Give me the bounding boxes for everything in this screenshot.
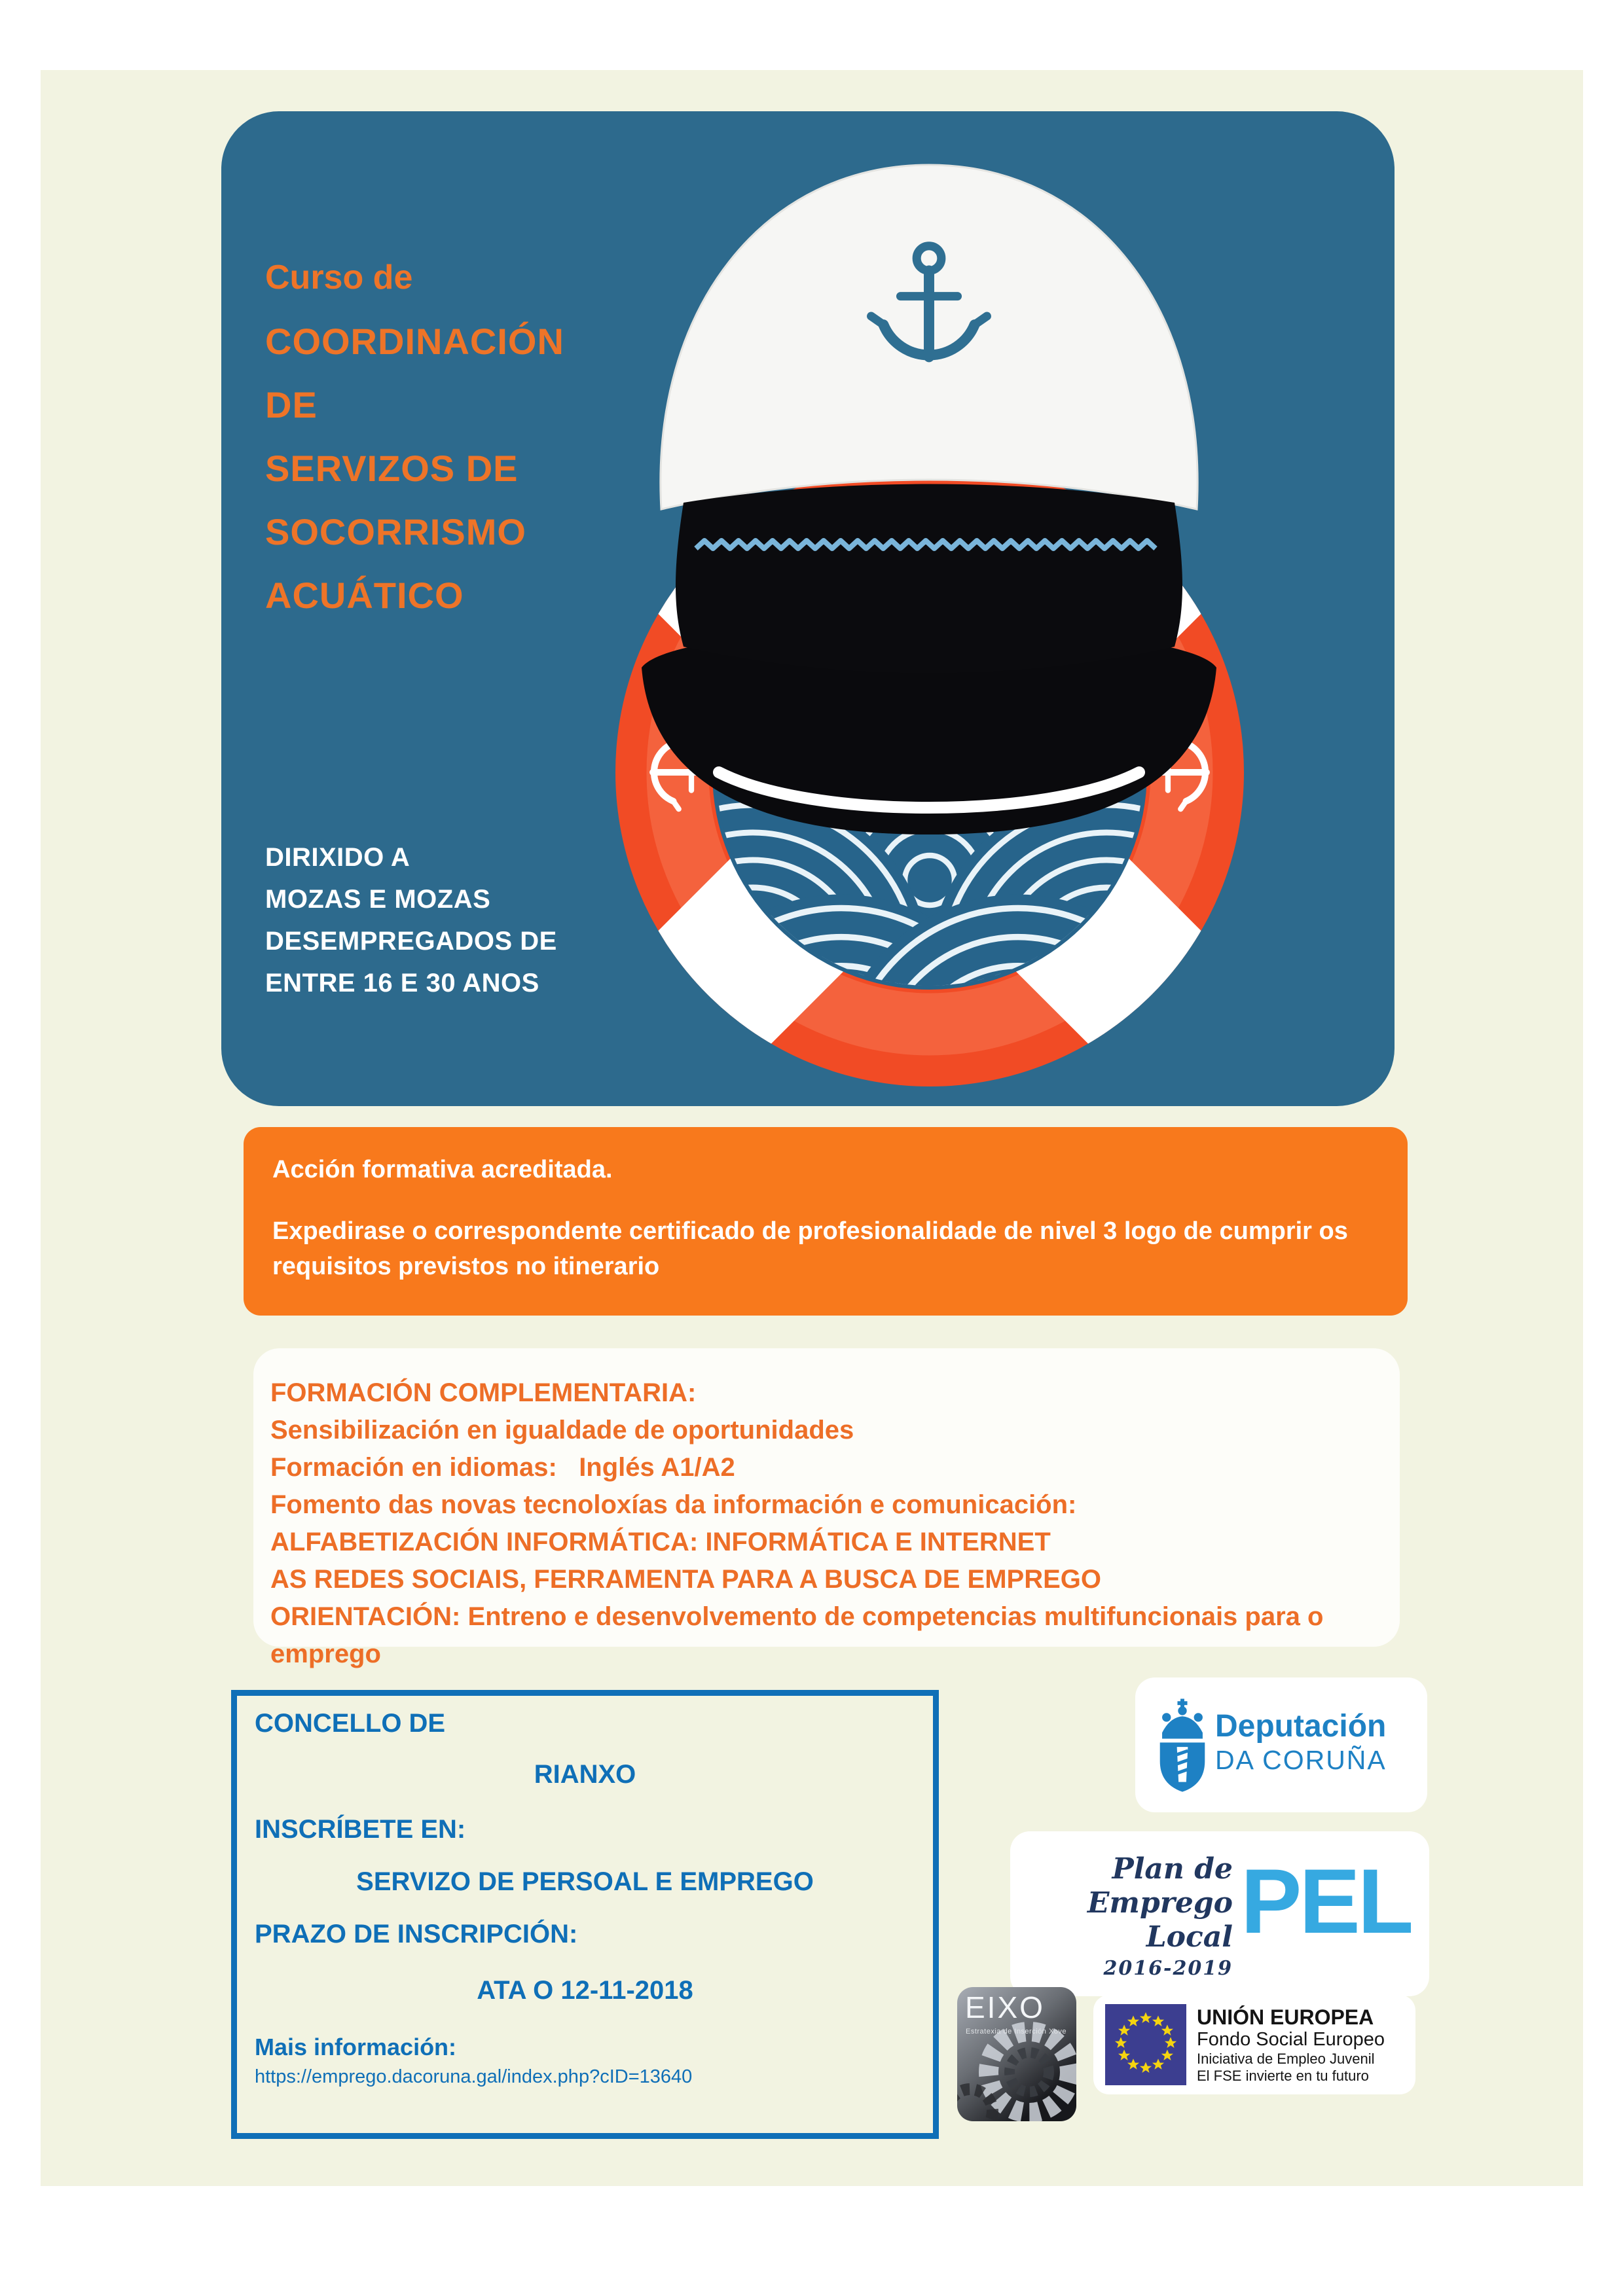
info-url[interactable]: https://emprego.dacoruna.gal/index.php?cID=13640 — [255, 2066, 693, 2087]
hero-panel — [221, 111, 1395, 1106]
pel-script-line: Plan de — [1112, 1852, 1233, 1886]
course-title — [265, 246, 564, 627]
accreditation-box — [244, 1127, 1408, 1316]
eu-stars-flag-icon — [1105, 2004, 1186, 2085]
course-title-line: SERVIZOS DE — [265, 448, 519, 489]
deadline-label: PRAZO DE INSCRIPCIÓN: — [255, 1920, 578, 1948]
complementary-line: ALFABETIZACIÓN INFORMÁTICA: INFORMÁTICA E INTERNET — [270, 1528, 1051, 1556]
course-title-line: ACUÁTICO — [265, 575, 464, 616]
deadline-value: ATA O 12-11-2018 — [477, 1976, 693, 2005]
eixo-subtitle: Estratexia de Inserción Xove — [966, 2028, 1067, 2036]
pel-years: 2016-2019 — [1103, 1957, 1233, 1980]
crown-lighthouse-crest-icon — [1152, 1688, 1213, 1803]
enrollment-box — [231, 1690, 939, 2139]
pel-script-line: Emprego Local — [1087, 1886, 1233, 1954]
more-info-label: Mais información: — [255, 2034, 457, 2060]
complementary-line: emprego — [270, 1640, 381, 1668]
complementary-line: Formación en idiomas: Inglés A1/A2 — [270, 1453, 735, 1482]
accreditation-detail: Expedirase o correspondente certificado de profesionalidade de nivel 3 logo de cumprir os requisitos previstos no itinerario — [272, 1217, 1348, 1280]
audience-line: DESEMPREGADOS DE — [265, 927, 557, 956]
municipality-name: RIANXO — [534, 1760, 636, 1789]
audience-line: DIRIXIDO A — [265, 843, 410, 872]
eu-logo — [1093, 1995, 1415, 2094]
pel-acronym: PEL — [1241, 1850, 1412, 1952]
deputacion-logo — [1135, 1677, 1427, 1812]
eu-line4: El FSE invierte en tu futuro — [1197, 2068, 1369, 2084]
audience-line: MOZAS E MOZAS — [265, 885, 491, 914]
concello-label: CONCELLO DE — [255, 1709, 446, 1738]
pel-logo — [1010, 1831, 1429, 1996]
course-title-line: SOCORRISMO — [265, 511, 526, 552]
inscribe-label: INSCRÍBETE EN: — [255, 1815, 466, 1844]
complementary-line: AS REDES SOCIAIS, FERRAMENTA PARA A BUSCA DE EMPREGO — [270, 1565, 1101, 1594]
service-name: SERVIZO DE PERSOAL E EMPREGO — [356, 1867, 814, 1896]
accreditation-headline: Acción formativa acreditada. — [272, 1156, 613, 1183]
course-title-line: Curso de — [265, 259, 413, 296]
eu-title: UNIÓN EUROPEA — [1197, 2005, 1374, 2029]
audience-line: ENTRE 16 E 30 ANOS — [265, 969, 539, 997]
eixo-name: EIXO — [965, 1990, 1045, 2024]
eu-line3: Iniciativa de Empleo Juvenil — [1197, 2051, 1375, 2067]
complementary-box — [253, 1348, 1400, 1668]
audience-block — [265, 836, 557, 1004]
captain-hat-icon — [642, 165, 1216, 834]
course-title-line: DE — [265, 384, 318, 425]
complementary-line: Fomento das novas tecnoloxías da información e comunicación: — [270, 1490, 1077, 1519]
deputacion-name: Deputación — [1215, 1709, 1387, 1744]
complementary-line: FORMACIÓN COMPLEMENTARIA: — [270, 1378, 697, 1407]
eu-subtitle: Fondo Social Europeo — [1197, 2029, 1385, 2050]
eixo-logo — [957, 1987, 1076, 2121]
complementary-line: ORIENTACIÓN: Entreno e desenvolvemento de competencias multifuncionais para o — [270, 1602, 1324, 1631]
deputacion-sublabel: DA CORUÑA — [1215, 1745, 1387, 1775]
course-title-line: COORDINACIÓN — [265, 321, 564, 362]
complementary-line: Sensibilización en igualdade de oportunidades — [270, 1416, 854, 1444]
